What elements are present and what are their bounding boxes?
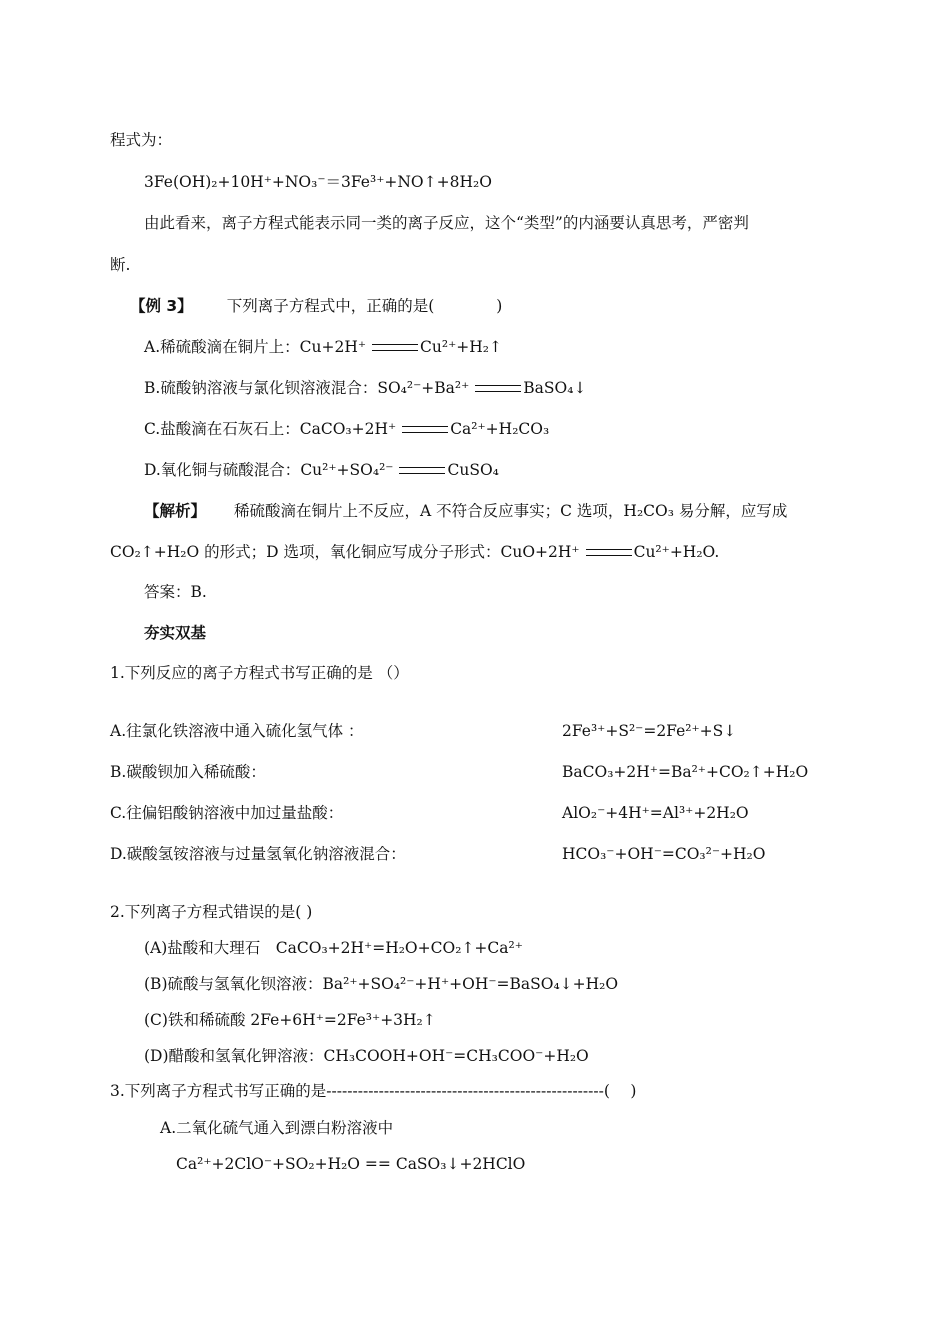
q2-option-b: (B)硫酸与氢氧化钡溶液：Ba²⁺+SO₄²⁻+H⁺+OH⁻=BaSO₄↓+H₂O [144,975,619,993]
answer: 答案：B. [144,583,207,601]
example-question [130,296,502,316]
analysis-line: 【解析】 稀硫酸滴在铜片上不反应，A 不符合反应事实；C 选项，H₂CO₃ 易分解，应写成 [144,502,788,520]
q2-option-d: (D)醋酸和氢氧化钾溶液：CH₃COOH+OH⁻=CH₃COO⁻+H₂O [144,1047,589,1065]
q3-option-a-equation: Ca²⁺+2ClO⁻+SO₂+H₂O == CaSO₃↓+2HClO [176,1155,526,1173]
option-d: D.氧化铜与硫酸混合：Cu²⁺+SO₄²⁻ CuSO₄ [144,461,499,479]
equals-sign-icon [399,467,445,474]
intro-paragraph-end: 断. [110,256,131,274]
option-a: A.稀硫酸滴在铜片上：Cu+2H⁺ Cu²⁺+H₂↑ [144,338,502,356]
section-title: 夯实双基 [144,624,207,642]
q2-option-c: (C)铁和稀硫酸 2Fe+6H⁺=2Fe³⁺+3H₂↑ [144,1011,436,1029]
intro-paragraph: 由此看来，离子方程式能表示同一类的离子反应，这个“类型”的内涵要认真思考，严密判 [144,214,749,232]
example-tag: 【例 3】 [130,297,193,315]
equals-sign-icon [586,549,632,556]
q2-option-a: (A)盐酸和大理石 CaCO₃+2H⁺=H₂O+CO₂↑+Ca²⁺ [144,939,523,957]
intro-line: 程式为： [110,131,173,149]
q1-option-b: B.碳酸钡加入稀硫酸： BaCO₃+2H⁺=Ba²⁺+CO₂↑+H₂O [110,763,809,781]
q3-option-a: A.二氧化硫气通入到漂白粉溶液中 [160,1119,394,1137]
q1-option-c: C.往偏铝酸钠溶液中加过量盐酸： AlO₂⁻+4H⁺=Al³⁺+2H₂O [110,804,749,822]
option-b: B.硫酸钠溶液与氯化钡溶液混合：SO₄²⁻+Ba²⁺ BaSO₄↓ [144,379,587,397]
intro-equation: 3Fe(OH)₂+10H⁺+NO₃⁻＝3Fe³⁺+NO↑+8H₂O [144,173,492,191]
equals-sign-icon [402,426,448,433]
question-2-stem: 2.下列离子方程式错误的是( ) [110,903,313,921]
equals-sign-icon [372,344,418,351]
analysis-line-2: CO₂↑+H₂O 的形式；D 选项，氧化铜应写成分子形式：CuO+2H⁺ Cu²⁺+H₂O. [110,543,720,561]
question-3-stem: 3.下列离子方程式书写正确的是-----------------------------------------------------( ) [110,1082,637,1100]
example-question-text: 下列离子方程式中，正确的是( ) [226,297,503,315]
q1-option-a: A.往氯化铁溶液中通入硫化氢气体 ： 2Fe³⁺+S²⁻=2Fe²⁺+S↓ [110,722,737,740]
analysis-tag: 【解析】 [144,502,207,520]
option-c: C.盐酸滴在石灰石上：CaCO₃+2H⁺ Ca²⁺+H₂CO₃ [144,420,550,438]
question-1-stem: 1.下列反应的离子方程式书写正确的是 （） [110,664,409,682]
q1-option-d: D.碳酸氢铵溶液与过量氢氧化钠溶液混合： HCO₃⁻+OH⁻=CO₃²⁻+H₂O [110,845,766,863]
equals-sign-icon [475,385,521,392]
